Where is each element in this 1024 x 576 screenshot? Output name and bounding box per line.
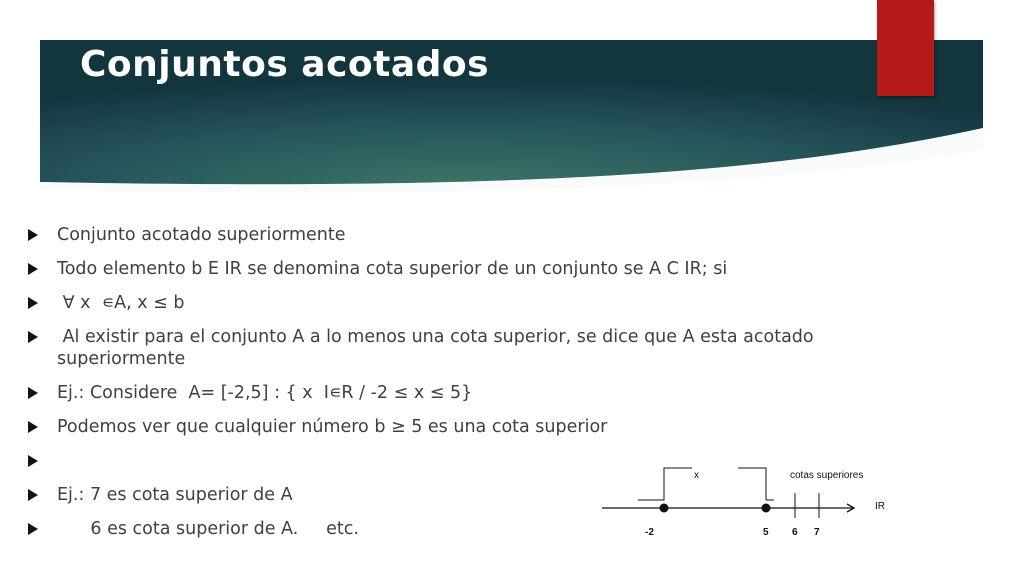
- tick-label: -2: [645, 527, 654, 538]
- bullet-item: Ej.: Considere A= [-2,5] : { x I∊R / -2 ≤ x ≤ 5}: [28, 382, 472, 404]
- triangle-bullet-icon: [28, 489, 38, 501]
- triangle-bullet-icon: [28, 523, 38, 535]
- triangle-bullet-icon: [28, 297, 38, 309]
- x-label: x: [694, 470, 699, 481]
- point-minus-2: [660, 504, 669, 513]
- triangle-bullet-icon: [28, 331, 38, 343]
- triangle-bullet-icon: [28, 229, 38, 241]
- upper-bounds-bracket: [738, 468, 766, 500]
- bullet-item: Podemos ver que cualquier número b ≥ 5 es una cota superior: [28, 416, 607, 438]
- bullet-item: 6 es cota superior de A. etc.: [28, 518, 359, 540]
- title-banner: [0, 0, 1024, 200]
- slide-title: Conjuntos acotados: [80, 44, 490, 85]
- triangle-bullet-icon: [28, 455, 38, 467]
- accent-red-tab: [877, 0, 934, 96]
- bullet-item: ∀ x ∊A, x ≤ b: [28, 292, 185, 314]
- bullet-item: Todo elemento b E IR se denomina cota superior de un conjunto se A C IR; si: [28, 258, 727, 280]
- triangle-bullet-icon: [28, 263, 38, 275]
- axis-label-ir: IR: [875, 501, 885, 512]
- triangle-bullet-icon: [28, 421, 38, 433]
- tick-label: 6: [792, 527, 798, 538]
- tick-label: 5: [763, 527, 769, 538]
- triangle-bullet-icon: [28, 387, 38, 399]
- bullet-item: Conjunto acotado superiormente: [28, 224, 345, 246]
- tick-label: 7: [814, 527, 820, 538]
- bullet-item: Al existir para el conjunto A a lo menos una cota superior, se dice que A esta acotado superiormente: [28, 326, 867, 370]
- point-5: [762, 504, 771, 513]
- upper-bounds-label: cotas superiores: [790, 470, 864, 481]
- bullet-item: Ej.: 7 es cota superior de A: [28, 484, 293, 506]
- number-line-diagram: [596, 460, 896, 544]
- x-bracket: [638, 468, 692, 500]
